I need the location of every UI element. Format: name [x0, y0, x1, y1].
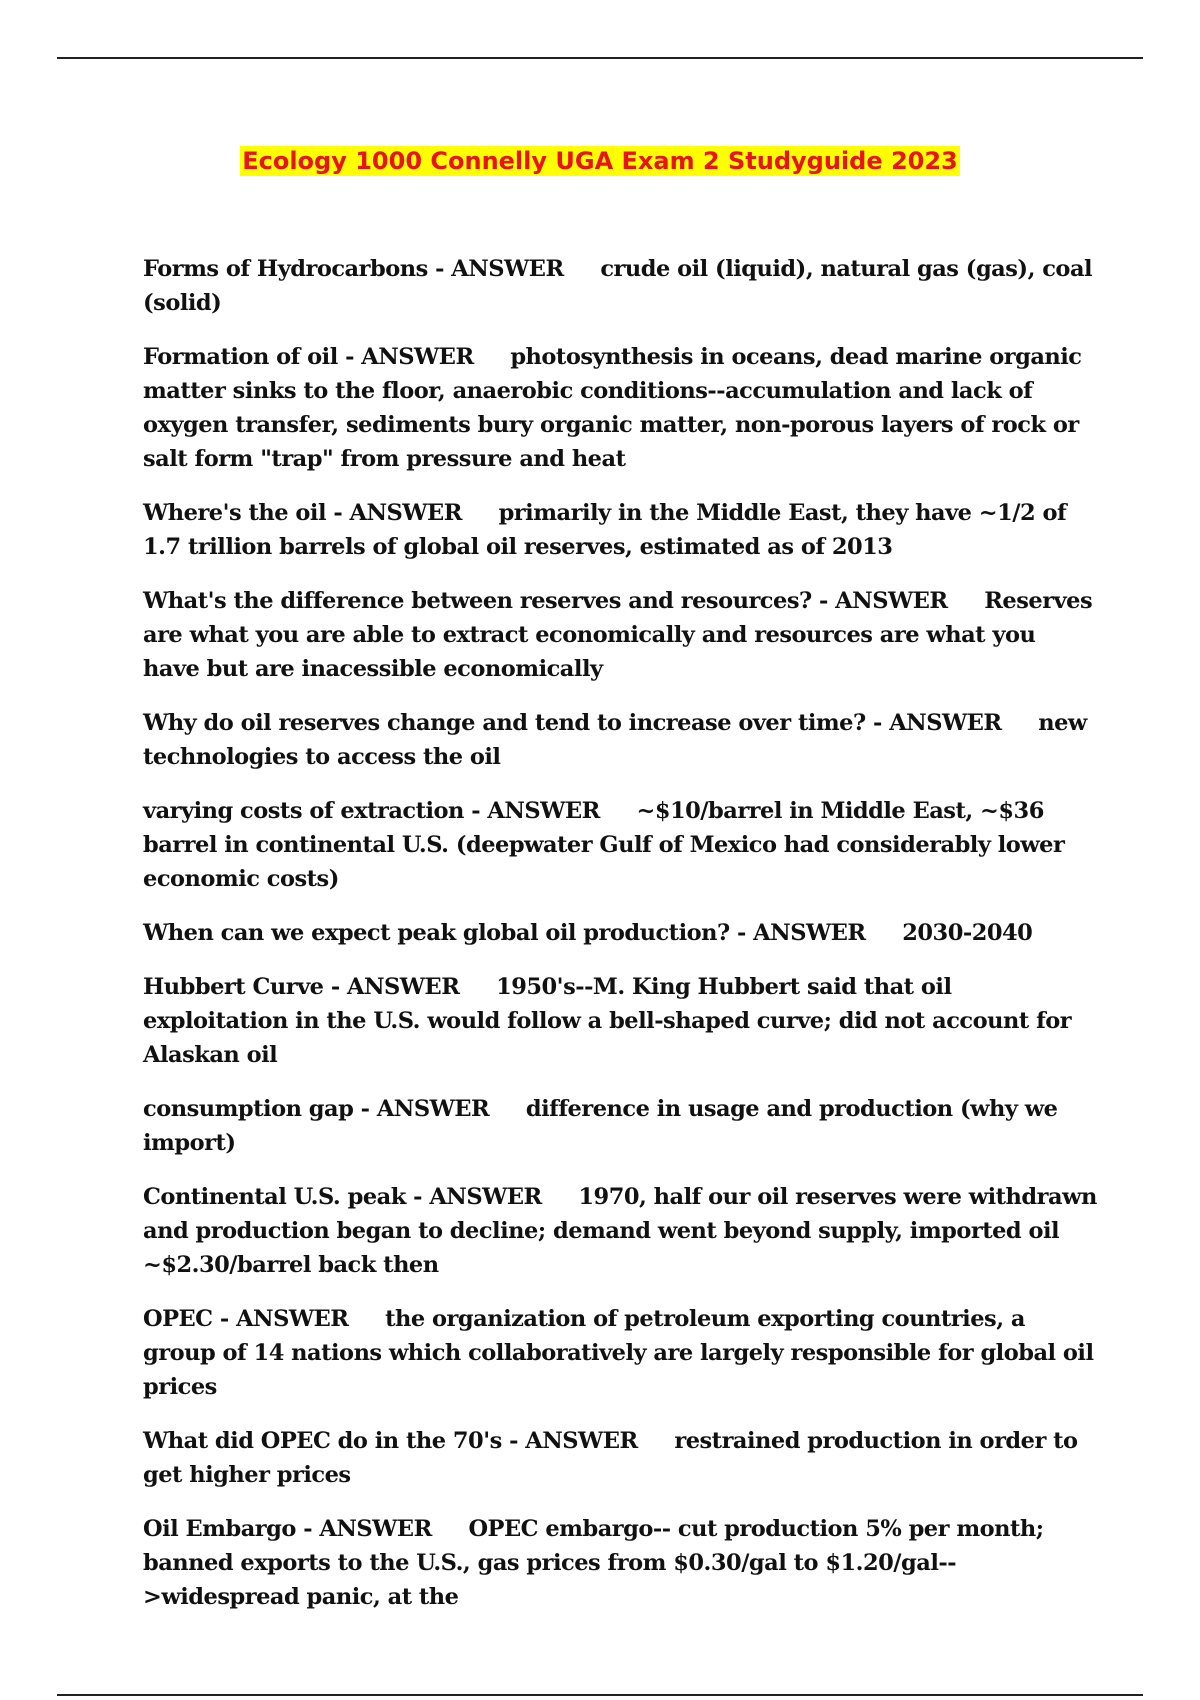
answer-separator: - ANSWER: [326, 500, 499, 526]
answer-separator: - ANSWER: [295, 1516, 469, 1542]
qa-entry: [143, 1302, 1098, 1404]
qa-entry: [143, 970, 1098, 1072]
qa-entry: [143, 916, 1098, 950]
question-text: When can we expect peak global oil production?: [143, 920, 730, 946]
qa-entry: [143, 496, 1098, 564]
answer-text: crude oil (liquid), natural gas (gas), coal (solid): [143, 256, 1093, 316]
qa-entry: [143, 706, 1098, 774]
qa-entry: [143, 584, 1098, 686]
answer-separator: - ANSWER: [463, 798, 637, 824]
question-text: OPEC: [143, 1306, 213, 1332]
question-text: Hubbert Curve: [143, 974, 324, 1000]
answer-text: restrained production in order to get higher prices: [143, 1428, 1078, 1488]
answer-separator: - ANSWER: [811, 588, 985, 614]
qa-entry: [143, 252, 1098, 320]
answer-text: new technologies to access the oil: [143, 710, 1087, 770]
question-text: Forms of Hydrocarbons: [143, 256, 428, 282]
qa-entry: [143, 1512, 1098, 1614]
answer-separator: - ANSWER: [405, 1184, 579, 1210]
answer-separator: - ANSWER: [323, 974, 497, 1000]
question-text: consumption gap: [143, 1096, 354, 1122]
answer-text: 1970, half our oil reserves were withdrawn and production began to decline; demand went beyond supply, imported oil ~$2.30/barrel back then: [143, 1184, 1097, 1278]
answer-separator: - ANSWER: [729, 920, 903, 946]
question-text: Formation of oil: [143, 344, 338, 370]
answer-separator: - ANSWER: [427, 256, 601, 282]
answer-text: 1950's--M. King Hubbert said that oil exploitation in the U.S. would follow a bell-shaped curve; did not account for Alaskan oil: [143, 974, 1072, 1068]
answer-text: the organization of petroleum exporting countries, a group of 14 nations which collaboratively are largely responsible for global oil prices: [143, 1306, 1094, 1400]
question-text: What did OPEC do in the 70's: [143, 1428, 502, 1454]
question-text: Oil Embargo: [143, 1516, 296, 1542]
question-text: varying costs of extraction: [143, 798, 464, 824]
title-container: [0, 146, 1200, 176]
question-text: What's the difference between reserves and resources?: [143, 588, 812, 614]
question-text: Why do oil reserves change and tend to increase over time?: [143, 710, 866, 736]
answer-separator: - ANSWER: [212, 1306, 386, 1332]
qa-entry: [143, 1424, 1098, 1492]
answer-text: Reserves are what you are able to extract economically and resources are what you have but are inacessible economically: [143, 588, 1093, 682]
answer-text: difference in usage and production (why we import): [143, 1096, 1058, 1156]
qa-entry: [143, 794, 1098, 896]
document-title: Ecology 1000 Connelly UGA Exam 2 Studyguide 2023: [242, 147, 958, 175]
answer-text: ~$10/barrel in Middle East, ~$36 barrel in continental U.S. (deepwater Gulf of Mexico had considerably lower economic costs): [143, 798, 1065, 892]
footer-rule: [57, 1694, 1143, 1696]
qa-list: [143, 252, 1098, 1634]
answer-text: OPEC embargo-- cut production 5% per month; banned exports to the U.S., gas prices from $0.30/gal to $1.20/gal-->widespread panic, at the: [143, 1516, 1044, 1610]
answer-separator: - ANSWER: [337, 344, 511, 370]
qa-entry: [143, 340, 1098, 476]
answer-text: primarily in the Middle East, they have ~1/2 of 1.7 trillion barrels of global oil reserves, estimated as of 2013: [143, 500, 1067, 560]
header-rule: [57, 57, 1143, 59]
qa-entry: [143, 1092, 1098, 1160]
answer-separator: - ANSWER: [353, 1096, 526, 1122]
answer-text: photosynthesis in oceans, dead marine organic matter sinks to the floor, anaerobic conditions--accumulation and lack of oxygen transfer, sediments bury organic matter, non-porous layers of rock or salt form "trap" from pressure and heat: [143, 344, 1082, 472]
question-text: Continental U.S. peak: [143, 1184, 406, 1210]
answer-separator: - ANSWER: [501, 1428, 675, 1454]
answer-text: 2030-2040: [902, 920, 1033, 946]
qa-entry: [143, 1180, 1098, 1282]
answer-separator: - ANSWER: [865, 710, 1039, 736]
question-text: Where's the oil: [143, 500, 327, 526]
